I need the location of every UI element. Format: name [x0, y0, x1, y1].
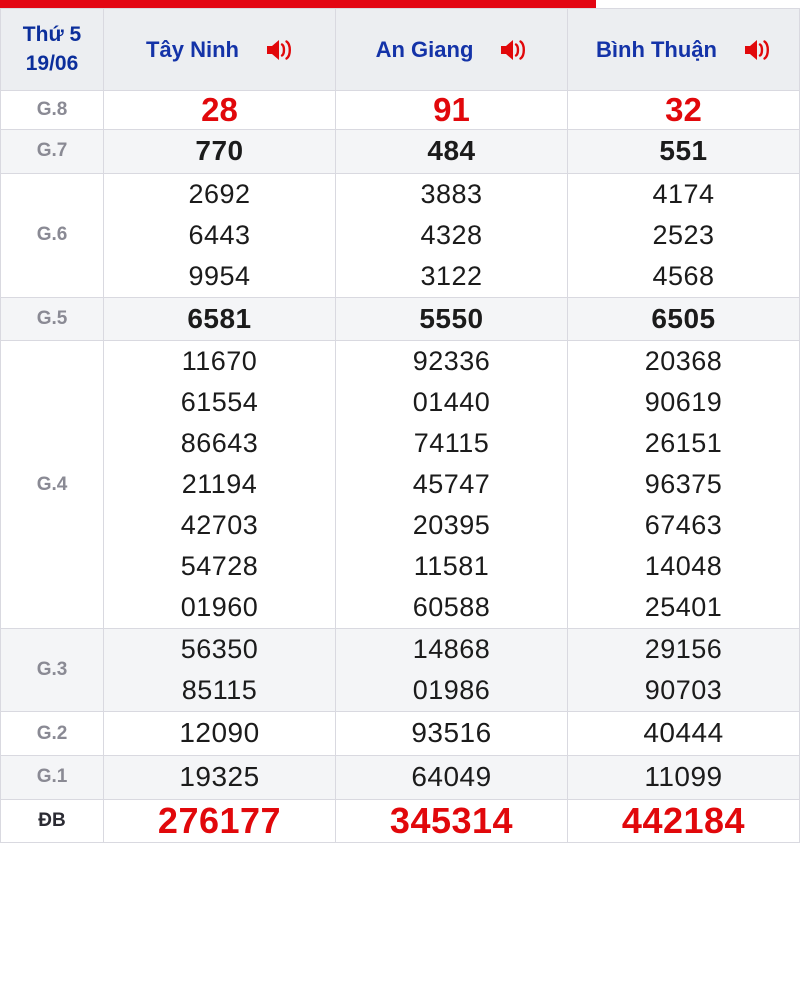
prize-number: 56350 — [180, 634, 259, 665]
prize-number: 60588 — [412, 592, 491, 623]
header-date-label: 19/06 — [25, 51, 79, 75]
header-province-0[interactable] — [104, 9, 336, 91]
prize-number: 25401 — [644, 592, 723, 623]
prize-label: G.2 — [1, 712, 104, 756]
prize-cell — [568, 130, 800, 174]
prize-number: 20368 — [644, 346, 723, 377]
prize-cell — [568, 799, 800, 842]
prize-label: ĐB — [1, 799, 104, 842]
speaker-icon[interactable] — [499, 37, 527, 63]
prize-cell — [336, 341, 568, 629]
prize-number: 01440 — [412, 387, 491, 418]
prize-label: G.3 — [1, 629, 104, 712]
prize-cell — [336, 756, 568, 800]
prize-number: 67463 — [644, 510, 723, 541]
province-name-label: An Giang — [375, 36, 474, 62]
prize-number: 74115 — [413, 428, 490, 459]
prize-number: 11581 — [413, 551, 490, 582]
prize-cell — [336, 629, 568, 712]
prize-number: 61554 — [180, 387, 259, 418]
table-row — [1, 173, 800, 297]
prize-number: 12090 — [179, 717, 260, 749]
prize-number: 64049 — [411, 761, 492, 793]
header-day-label: Thứ 5 — [22, 23, 82, 47]
prize-number: 6505 — [651, 302, 716, 334]
prize-number: 01986 — [412, 675, 491, 706]
table-row — [1, 91, 800, 130]
prize-number: 345314 — [389, 799, 514, 841]
prize-number: 20395 — [412, 510, 491, 541]
prize-number: 54728 — [180, 551, 259, 582]
speaker-icon[interactable] — [265, 37, 293, 63]
prize-number: 2523 — [652, 219, 715, 250]
prize-number: 14868 — [412, 634, 491, 665]
prize-number: 86643 — [180, 428, 259, 459]
prize-number: 11099 — [644, 761, 723, 793]
prize-number: 276177 — [157, 799, 282, 841]
prize-cell — [568, 629, 800, 712]
prize-number: 01960 — [180, 592, 259, 623]
prize-cell — [104, 341, 336, 629]
prize-number: 551 — [659, 135, 708, 166]
prize-number: 442184 — [621, 799, 746, 841]
prize-number: 14048 — [644, 551, 723, 582]
prize-label: G.1 — [1, 756, 104, 800]
prize-cell — [104, 173, 336, 297]
prize-cell — [336, 799, 568, 842]
prize-number: 26151 — [644, 428, 723, 459]
prize-label: G.4 — [1, 341, 104, 629]
prize-cell — [104, 799, 336, 842]
prize-number: 3122 — [420, 260, 483, 291]
prize-label: G.5 — [1, 297, 104, 341]
prize-number: 90703 — [644, 675, 723, 706]
prize-number: 3883 — [420, 178, 483, 209]
prize-cell — [568, 173, 800, 297]
table-row — [1, 341, 800, 629]
prize-cell — [104, 756, 336, 800]
header-province-1[interactable] — [336, 9, 568, 91]
prize-number: 11670 — [181, 346, 258, 377]
prize-cell — [568, 712, 800, 756]
prize-number: 2692 — [188, 178, 251, 209]
prize-number: 9954 — [188, 260, 251, 291]
prize-number: 42703 — [180, 510, 259, 541]
lottery-results-table — [0, 8, 800, 843]
prize-number: 85115 — [181, 675, 258, 706]
prize-number: 91 — [433, 91, 470, 128]
prize-cell — [336, 91, 568, 130]
table-row — [1, 130, 800, 174]
table-row — [1, 297, 800, 341]
prize-number: 40444 — [643, 717, 724, 749]
table-row — [1, 629, 800, 712]
prize-number: 6443 — [188, 219, 251, 250]
prize-number: 4568 — [652, 260, 715, 291]
prize-cell — [104, 712, 336, 756]
prize-number: 92336 — [412, 346, 491, 377]
speaker-icon[interactable] — [743, 37, 771, 63]
prize-number: 484 — [427, 135, 476, 166]
prize-number: 21194 — [181, 469, 258, 500]
table-row — [1, 712, 800, 756]
prize-cell — [568, 297, 800, 341]
prize-cell — [336, 297, 568, 341]
prize-cell — [104, 297, 336, 341]
prize-cell — [104, 91, 336, 130]
prize-number: 4328 — [420, 219, 483, 250]
prize-number: 6581 — [187, 302, 252, 334]
prize-cell — [336, 712, 568, 756]
prize-number: 19325 — [179, 761, 260, 793]
prize-number: 96375 — [644, 469, 723, 500]
prize-cell — [568, 341, 800, 629]
prize-number: 45747 — [412, 469, 491, 500]
prize-cell — [568, 756, 800, 800]
prize-number: 29156 — [644, 634, 723, 665]
table-row — [1, 799, 800, 842]
province-name-label: Tây Ninh — [146, 36, 239, 62]
prize-label: G.8 — [1, 91, 104, 130]
prize-cell — [336, 173, 568, 297]
prize-label: G.7 — [1, 130, 104, 174]
header-date-cell — [1, 9, 104, 91]
table-row — [1, 756, 800, 800]
prize-cell — [568, 91, 800, 130]
top-bar-right-gap — [596, 0, 800, 8]
prize-number: 90619 — [644, 387, 723, 418]
prize-cell — [104, 629, 336, 712]
header-province-2[interactable] — [568, 9, 800, 91]
prize-cell — [104, 130, 336, 174]
table-header-row — [1, 9, 800, 91]
province-name-label: Bình Thuận — [596, 36, 717, 62]
prize-number: 28 — [201, 91, 238, 128]
prize-label: G.6 — [1, 173, 104, 297]
prize-number: 5550 — [419, 302, 484, 334]
prize-number: 770 — [195, 135, 244, 166]
prize-cell — [336, 130, 568, 174]
prize-number: 93516 — [411, 717, 492, 749]
prize-number: 32 — [665, 91, 702, 128]
prize-number: 4174 — [652, 178, 715, 209]
